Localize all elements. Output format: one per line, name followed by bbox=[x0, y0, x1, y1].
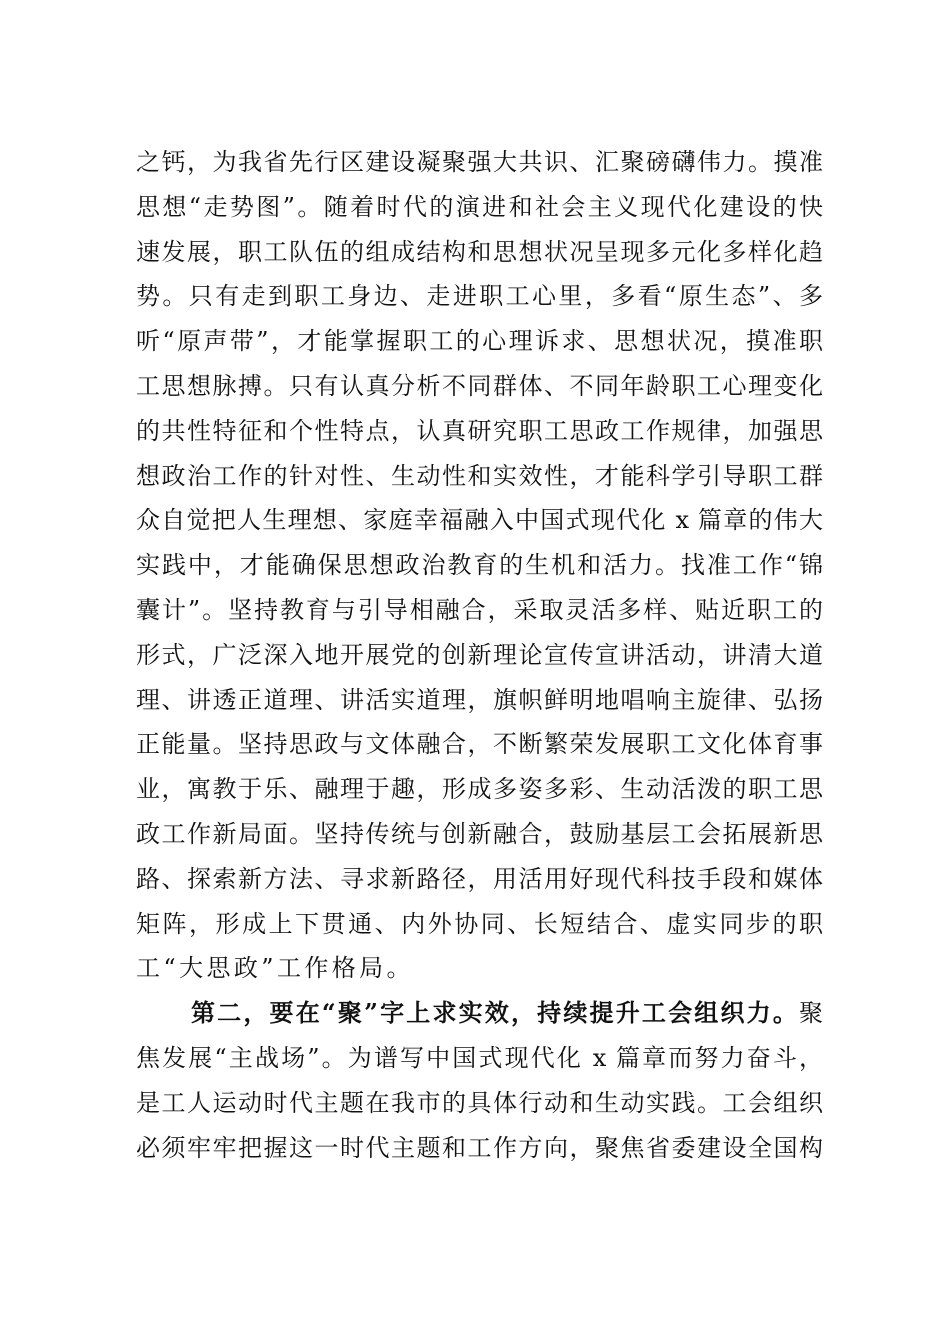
text-line: 众自觉把人生理想、家庭幸福融入中国式现代化 x 篇章的伟大 bbox=[136, 506, 823, 535]
text-line: 的共性特征和个性特点，认真研究职工思政工作规律，加强思 bbox=[136, 416, 823, 445]
document-page bbox=[136, 140, 823, 1170]
text-line-last: 工“大思政”工作格局。 bbox=[136, 954, 414, 983]
paragraph-1 bbox=[136, 140, 823, 991]
text-line: 矩阵，形成上下贯通、内外协同、长短结合、虚实同步的职 bbox=[136, 909, 823, 938]
text-line: 焦发展“主战场”。为谱写中国式现代化 x 篇章而努力奋斗， bbox=[136, 1043, 823, 1072]
text-line: 囊计”。坚持教育与引导相融合，采取灵活多样、贴近职工的 bbox=[136, 595, 823, 624]
paragraph-2 bbox=[136, 991, 823, 1170]
heading-line-rest: 聚 bbox=[799, 999, 823, 1028]
text-line: 速发展，职工队伍的组成结构和思想状况呈现多元化多样化趋 bbox=[136, 237, 823, 266]
text-line: 势。只有走到职工身边、走进职工心里，多看“原生态”、多 bbox=[136, 282, 823, 311]
text-line: 正能量。坚持思政与文体融合，不断繁荣发展职工文化体育事 bbox=[136, 730, 823, 759]
text-line: 之钙，为我省先行区建设凝聚强大共识、汇聚磅礴伟力。摸准 bbox=[136, 148, 823, 176]
text-line: 业，寓教于乐、融理于趣，形成多姿多彩、生动活泼的职工思 bbox=[136, 775, 823, 804]
text-line: 实践中，才能确保思想政治教育的生机和活力。找准工作“锦 bbox=[136, 551, 823, 580]
section-heading: 第二，要在“聚”字上求实效，持续提升工会组织力。 bbox=[191, 998, 799, 1028]
text-line-heading bbox=[136, 991, 823, 1036]
text-line: 必须牢牢把握这一时代主题和工作方向，聚焦省委建设全国构 bbox=[136, 1133, 823, 1162]
text-line: 想政治工作的针对性、生动性和实效性，才能科学引导职工群 bbox=[136, 461, 823, 490]
text-line: 听“原声带”，才能掌握职工的心理诉求、思想状况，摸准职 bbox=[136, 327, 823, 356]
text-line: 思想“走势图”。随着时代的演进和社会主义现代化建设的快 bbox=[136, 192, 823, 221]
text-line: 理、讲透正道理、讲活实道理，旗帜鲜明地唱响主旋律、弘扬 bbox=[136, 685, 823, 714]
text-line: 是工人运动时代主题在我市的具体行动和生动实践。工会组织 bbox=[136, 1088, 823, 1117]
text-line: 工思想脉搏。只有认真分析不同群体、不同年龄职工心理变化 bbox=[136, 371, 823, 400]
text-line: 形式，广泛深入地开展党的创新理论宣传宣讲活动，讲清大道 bbox=[136, 640, 823, 669]
text-line: 政工作新局面。坚持传统与创新融合，鼓励基层工会拓展新思 bbox=[136, 819, 823, 848]
text-line: 路、探索新方法、寻求新路径，用活用好现代科技手段和媒体 bbox=[136, 864, 823, 893]
